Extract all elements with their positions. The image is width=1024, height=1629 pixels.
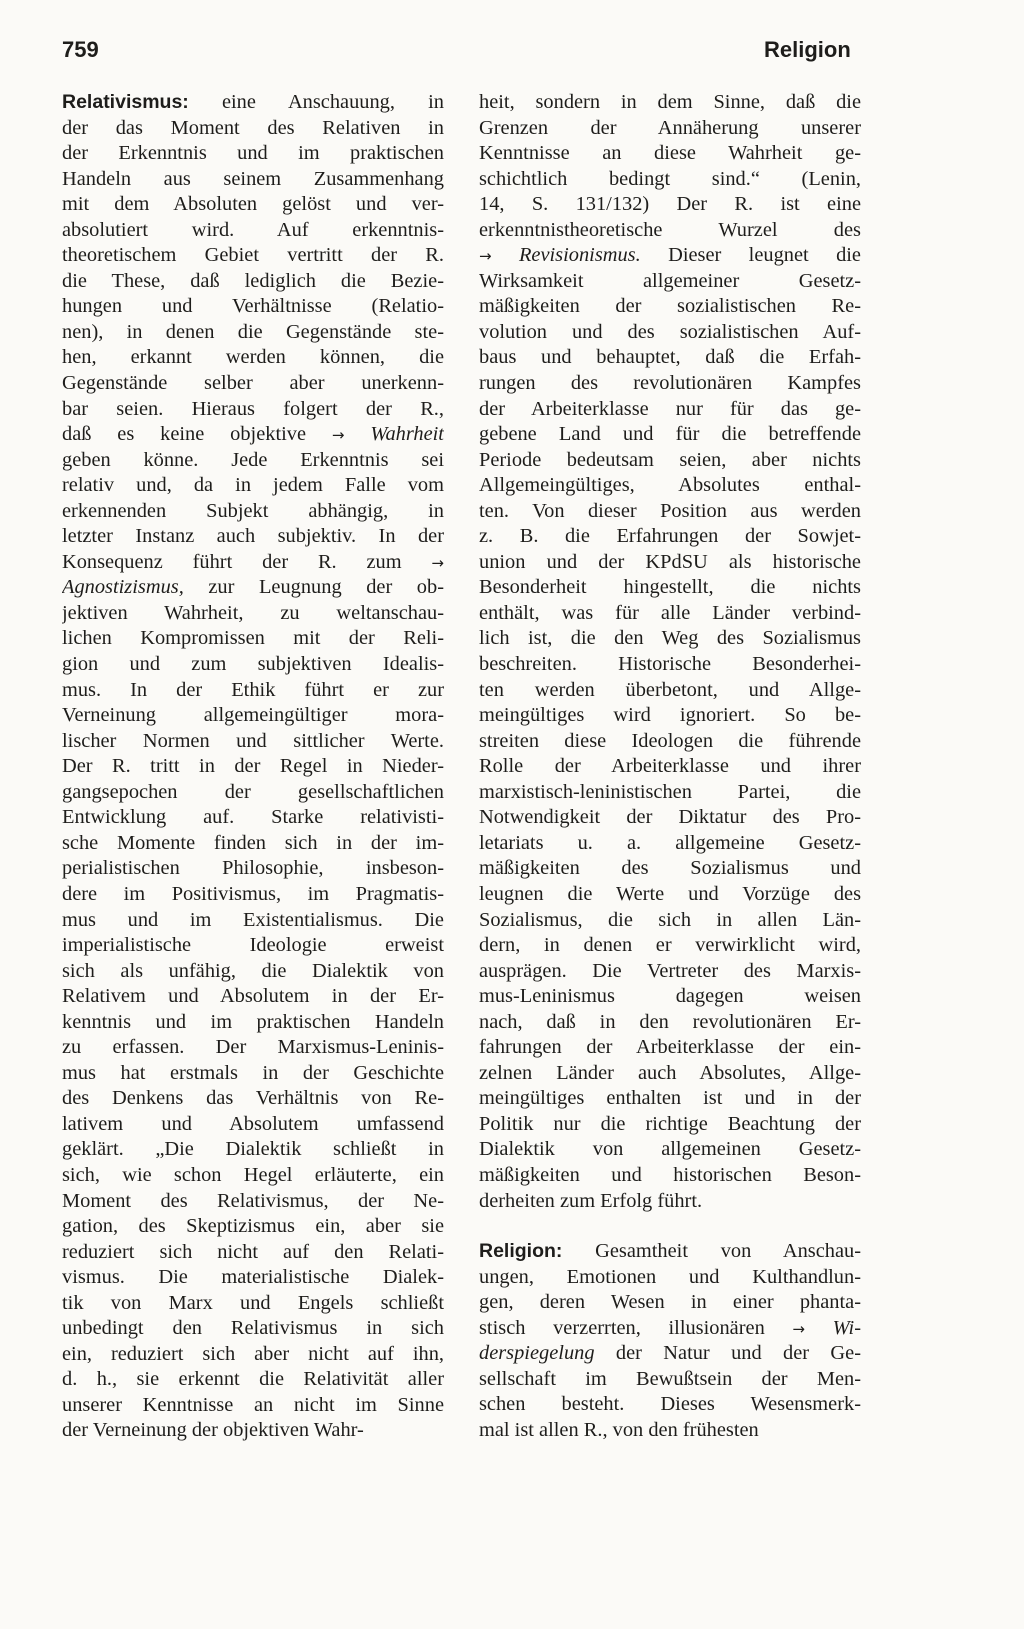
text-line <box>62 882 444 908</box>
text-line <box>479 729 861 755</box>
text-segment: mäßigkeiten der sozialistischen Re- <box>479 295 861 318</box>
text-segment: der Natur und der Ge- <box>594 1342 861 1365</box>
text-segment: gebene Land und für die betreffende <box>479 423 861 446</box>
text-line <box>479 1163 861 1189</box>
text-segment: meingültiges enthalten ist und in der <box>479 1087 861 1110</box>
text-line <box>62 678 444 704</box>
text-line <box>62 116 444 142</box>
text-line <box>62 601 444 627</box>
text-line <box>479 524 861 550</box>
text-segment: ten werden überbetont, und Allge- <box>479 678 861 701</box>
text-line <box>479 1418 861 1444</box>
text-line <box>62 1393 444 1419</box>
text-segment: lichen Kompromissen mit der Reli- <box>62 627 444 650</box>
text-line <box>479 243 861 269</box>
text-segment: Gesamtheit von Anschau- <box>562 1240 861 1263</box>
text-line <box>479 1035 861 1061</box>
text-line <box>479 754 861 780</box>
text-segment: sich als unfähig, die Dialektik von <box>62 959 444 982</box>
text-segment: Entwicklung auf. Starke relativisti- <box>62 806 444 829</box>
text-line <box>479 908 861 934</box>
text-line <box>479 1112 861 1138</box>
text-segment: die These, daß lediglich die Bezie- <box>62 269 444 292</box>
text-line <box>62 1163 444 1189</box>
text-segment: Kenntnisse an diese Wahrheit ge- <box>479 142 861 165</box>
text-segment: erkennenden Subjekt abhängig, in <box>62 499 444 522</box>
cross-reference: Wahrheit <box>370 423 444 446</box>
text-segment: unserer Kenntnisse an nicht im Sinne <box>62 1393 444 1416</box>
text-line <box>62 550 444 576</box>
text-segment: Periode bedeutsam seien, aber nichts <box>479 448 861 471</box>
text-line <box>479 1189 861 1215</box>
entry-lemma: Relativismus: <box>62 91 189 113</box>
text-segment: baus und behauptet, daß die Erfah- <box>479 346 861 369</box>
text-segment: derheiten zum Erfolg führt. <box>479 1189 703 1212</box>
text-segment: mäßigkeiten und historischen Beson- <box>479 1163 861 1186</box>
text-line <box>479 116 861 142</box>
text-segment: d. h., sie erkennt die Relativität aller <box>62 1368 444 1391</box>
text-segment: Konsequenz führt der R. zum <box>62 550 432 573</box>
text-segment: mäßigkeiten des Sozialismus und <box>479 857 861 880</box>
text-segment: ein, reduziert sich aber nicht auf ihn, <box>62 1342 444 1365</box>
text-segment: geben könne. Jede Erkenntnis sei <box>62 448 444 471</box>
right-column <box>479 90 861 1443</box>
text-segment: Gegenstände selber aber unerkenn- <box>62 372 444 395</box>
text-line <box>62 448 444 474</box>
text-segment: sche Momente finden sich in der im- <box>62 831 444 854</box>
text-segment: zur Leugnung der ob- <box>183 576 444 599</box>
text-line <box>62 1240 444 1266</box>
text-segment: meingültiges wird ignoriert. So be- <box>479 704 861 727</box>
text-line <box>62 294 444 320</box>
text-line <box>479 856 861 882</box>
text-segment: hungen und Verhältnisse (Relatio- <box>62 295 444 318</box>
text-line <box>62 167 444 193</box>
text-segment: Dieser leugnet die <box>640 244 861 267</box>
text-segment: des Denkens das Verhältnis von Re- <box>62 1087 444 1110</box>
text-line <box>479 678 861 704</box>
text-line <box>479 422 861 448</box>
text-line <box>62 959 444 985</box>
text-segment: jektiven Wahrheit, zu weltanschau- <box>62 601 444 624</box>
text-line <box>62 397 444 423</box>
text-line <box>62 703 444 729</box>
text-line <box>62 652 444 678</box>
text-line <box>62 780 444 806</box>
text-line <box>479 703 861 729</box>
text-line <box>479 1061 861 1087</box>
text-line <box>479 1010 861 1036</box>
text-segment: der das Moment des Relativen in <box>62 116 444 139</box>
text-line <box>479 1137 861 1163</box>
text-line <box>479 550 861 576</box>
text-segment: leugnen die Werte und Vorzüge des <box>479 882 861 905</box>
text-segment: Notwendigkeit der Diktatur des Pro- <box>479 806 861 829</box>
text-segment: Grenzen der Annäherung unserer <box>479 116 861 139</box>
text-segment: gation, des Skeptizismus ein, aber sie <box>62 1215 444 1238</box>
text-line <box>479 959 861 985</box>
text-segment: Relativem und Absolutem in der Er- <box>62 985 444 1008</box>
text-segment: lischer Normen und sittlicher Werte. <box>62 729 444 752</box>
text-segment: erkenntnistheoretische Wurzel des <box>479 218 861 241</box>
text-segment: mus und im Existentialismus. Die <box>62 908 444 931</box>
text-segment: schichtlich bedingt sind.“ (Lenin, <box>479 167 861 190</box>
text-line <box>62 90 444 116</box>
text-segment: fahrungen der Arbeiterklasse der ein- <box>479 1036 861 1059</box>
text-segment: marxistisch-leninistischen Partei, die <box>479 780 861 803</box>
text-line <box>62 1316 444 1342</box>
text-segment: mal ist allen R., von den frühesten <box>479 1418 759 1441</box>
text-segment <box>805 1317 833 1339</box>
text-line <box>62 805 444 831</box>
cross-reference: derspiegelung <box>479 1342 595 1365</box>
text-line <box>479 882 861 908</box>
text-segment: Der R. tritt in der Regel in Nieder- <box>62 755 444 778</box>
text-segment: absolutiert wird. Auf erkenntnis- <box>62 218 444 241</box>
text-segment: union und der KPdSU als historische <box>479 550 861 573</box>
text-segment: streiten diese Ideologen die führende <box>479 729 861 752</box>
text-segment: Dialektik von allgemeinen Gesetz- <box>479 1138 861 1161</box>
text-segment: mit dem Absoluten gelöst und ver- <box>62 193 444 216</box>
text-segment: letariats u. a. allgemeine Gesetz- <box>479 831 861 854</box>
text-line <box>62 575 444 601</box>
text-segment: eine Anschauung, in <box>188 91 444 113</box>
text-line <box>479 933 861 959</box>
text-segment: sich, wie schon Hegel erläuterte, ein <box>62 1163 444 1186</box>
text-line <box>62 856 444 882</box>
text-segment: Rolle der Arbeiterklasse und ihrer <box>479 755 861 778</box>
text-line <box>479 626 861 652</box>
text-segment: z. B. die Erfahrungen der Sowjet- <box>479 525 861 548</box>
text-line <box>479 575 861 601</box>
text-segment: ausprägen. Die Vertreter des Marxis- <box>479 959 861 982</box>
text-line <box>62 1189 444 1215</box>
text-segment: Sozialismus, die sich in allen Län- <box>479 908 861 931</box>
text-segment: Handeln aus seinem Zusammenhang <box>62 167 444 190</box>
text-segment: Verneinung allgemeingültiger mora- <box>62 704 444 727</box>
text-segment: 14, S. 131/132) Der R. ist eine <box>479 193 861 216</box>
text-line <box>62 908 444 934</box>
text-line <box>62 473 444 499</box>
text-segment: heit, sondern in dem Sinne, daß die <box>479 91 861 113</box>
left-column <box>62 90 444 1444</box>
text-segment: reduziert sich nicht auf den Relati- <box>62 1240 444 1263</box>
text-line <box>479 652 861 678</box>
entry-lemma: Religion: <box>479 1240 563 1263</box>
text-line <box>62 499 444 525</box>
text-segment: tik von Marx und Engels schließt <box>62 1291 444 1314</box>
text-segment: Allgemeingültiges, Absolutes enthal- <box>479 474 861 497</box>
text-line <box>62 1214 444 1240</box>
text-segment: perialistischen Philosophie, insbeson- <box>62 857 444 880</box>
text-segment: der Arbeiterklasse nur für das ge- <box>479 397 861 420</box>
cross-reference: Wi- <box>832 1316 861 1339</box>
text-line <box>479 448 861 474</box>
text-line <box>479 1316 861 1342</box>
text-segment <box>492 244 519 266</box>
text-line <box>62 729 444 755</box>
text-line <box>62 371 444 397</box>
text-segment: volution und des sozialistischen Auf- <box>479 320 861 343</box>
text-segment: nen), in denen die Gegenstände ste- <box>62 320 444 343</box>
text-segment: stisch verzerrten, illusionären <box>479 1316 793 1339</box>
text-segment: Moment des Relativismus, der Ne- <box>62 1189 444 1212</box>
text-segment: zelnen Länder auch Absolutes, Allge- <box>479 1061 861 1084</box>
text-segment: Wirksamkeit allgemeiner Gesetz- <box>479 269 861 292</box>
text-line <box>479 90 861 116</box>
text-line <box>62 345 444 371</box>
text-line <box>62 320 444 346</box>
text-segment: rungen des revolutionären Kampfes <box>479 372 861 395</box>
text-line <box>62 1086 444 1112</box>
text-line <box>479 1341 861 1367</box>
text-segment: daß es keine objektive <box>62 423 332 446</box>
text-segment: gion und zum subjektiven Idealis- <box>62 653 444 676</box>
text-line <box>479 831 861 857</box>
text-line <box>62 1291 444 1317</box>
text-segment: imperialistische Ideologie erweist <box>62 934 444 957</box>
text-segment: der Erkenntnis und im praktischen <box>62 142 444 165</box>
text-line <box>479 1392 861 1418</box>
text-line <box>479 473 861 499</box>
text-line <box>62 218 444 244</box>
text-segment: sellschaft im Bewußtsein der Men- <box>479 1367 861 1390</box>
text-line <box>62 1418 444 1444</box>
text-segment: schen besteht. Dieses Wesensmerk- <box>479 1393 861 1416</box>
text-line <box>479 780 861 806</box>
page-number: 759 <box>62 37 99 62</box>
text-segment: lich ist, die den Weg des Sozialismus <box>479 627 861 650</box>
reference-arrow-icon: → <box>479 247 492 266</box>
text-line <box>479 805 861 831</box>
text-line <box>479 1239 861 1265</box>
text-line <box>62 1342 444 1368</box>
text-line <box>479 397 861 423</box>
text-line <box>62 1265 444 1291</box>
text-segment: gen, deren Wesen in einer phanta- <box>479 1291 861 1314</box>
reference-arrow-icon: → <box>431 553 444 572</box>
reference-arrow-icon: → <box>792 1319 805 1338</box>
text-line <box>479 1367 861 1393</box>
text-line <box>479 320 861 346</box>
text-segment: ungen, Emotionen und Kulthandlun- <box>479 1265 861 1288</box>
text-segment: ten. Von dieser Position aus werden <box>479 499 861 522</box>
text-line <box>62 243 444 269</box>
text-line <box>62 422 444 448</box>
text-segment: dern, in denen er verwirklicht wird, <box>479 934 861 957</box>
text-segment: enthält, was für alle Länder verbind- <box>479 601 861 624</box>
text-line <box>62 192 444 218</box>
text-line <box>62 1035 444 1061</box>
text-line <box>62 754 444 780</box>
text-segment: gangsepochen der gesellschaftlichen <box>62 780 444 803</box>
text-segment: relativ und, da in jedem Falle vom <box>62 474 444 497</box>
text-line <box>62 626 444 652</box>
text-segment: Politik nur die richtige Beachtung der <box>479 1112 861 1135</box>
text-line <box>62 524 444 550</box>
text-line <box>62 269 444 295</box>
text-segment: beschreiten. Historische Besonderhei- <box>479 653 861 676</box>
text-line <box>62 1112 444 1138</box>
text-segment: theoretischem Gebiet vertritt der R. <box>62 244 444 267</box>
text-line <box>62 831 444 857</box>
text-segment: kenntnis und im praktischen Handeln <box>62 1010 444 1033</box>
cross-reference: Agnostizismus, <box>62 576 184 599</box>
text-line <box>479 218 861 244</box>
text-line <box>62 933 444 959</box>
text-line <box>62 141 444 167</box>
text-line <box>479 371 861 397</box>
text-line <box>479 167 861 193</box>
text-line <box>479 499 861 525</box>
text-segment: Besonderheit hingestellt, die nichts <box>479 576 861 599</box>
text-segment: bar seien. Hieraus folgert der R., <box>62 397 444 420</box>
text-segment: mus. In der Ethik führt er zur <box>62 678 444 701</box>
running-head: Religion <box>764 37 851 62</box>
text-line <box>479 192 861 218</box>
text-segment: geklärt. „Die Dialektik schließt in <box>62 1138 444 1161</box>
text-segment: letzter Instanz auch subjektiv. In der <box>62 525 444 548</box>
text-segment: zu erfassen. Der Marxismus-Leninis- <box>62 1036 444 1059</box>
text-line <box>479 345 861 371</box>
text-line <box>62 1061 444 1087</box>
text-line <box>479 1290 861 1316</box>
reference-arrow-icon: → <box>331 426 345 445</box>
text-line <box>479 984 861 1010</box>
text-line <box>62 984 444 1010</box>
text-segment: der Verneinung der objektiven Wahr- <box>62 1419 364 1442</box>
text-segment: vismus. Die materialistische Dialek- <box>62 1266 444 1289</box>
text-segment: unbedingt den Relativismus in sich <box>62 1317 444 1340</box>
text-segment: mus hat erstmals in der Geschichte <box>62 1061 444 1084</box>
text-line <box>62 1367 444 1393</box>
text-segment: mus-Leninismus dagegen weisen <box>479 985 861 1008</box>
text-segment: lativem und Absolutem umfassend <box>62 1112 444 1135</box>
text-segment <box>344 423 370 445</box>
text-line <box>62 1137 444 1163</box>
text-segment: nach, daß in den revolutionären Er- <box>479 1010 861 1033</box>
text-segment: hen, erkannt werden können, die <box>62 346 444 369</box>
text-line <box>479 601 861 627</box>
text-line <box>479 141 861 167</box>
text-line <box>62 1010 444 1036</box>
text-line <box>479 269 861 295</box>
text-segment: dere im Positivismus, im Pragmatis- <box>62 882 444 905</box>
text-line <box>479 1086 861 1112</box>
cross-reference: Revisionismus. <box>518 244 641 267</box>
text-line <box>479 294 861 320</box>
text-line <box>479 1265 861 1291</box>
